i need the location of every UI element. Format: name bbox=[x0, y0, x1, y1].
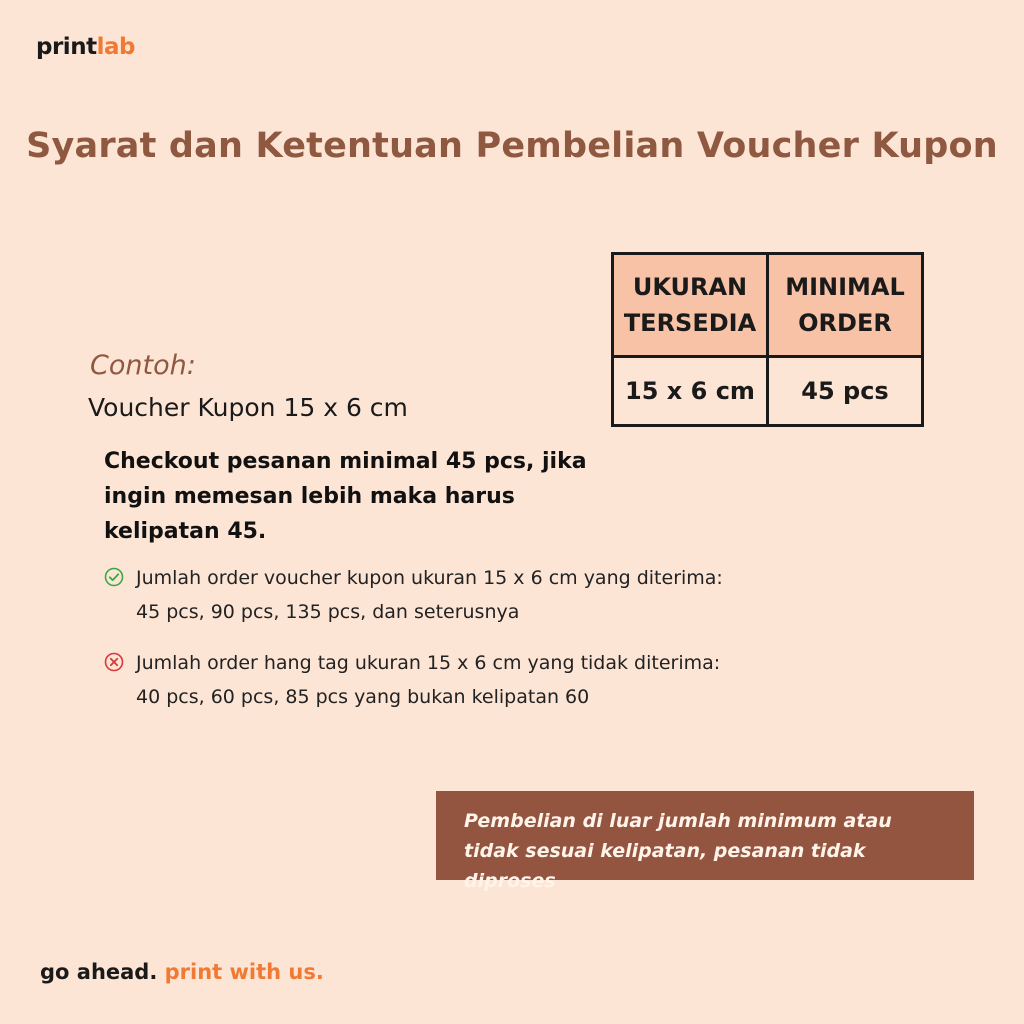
accepted-line-1: Jumlah order voucher kupon ukuran 15 x 6 cm yang diterima: bbox=[136, 567, 723, 589]
tagline-part-1: go ahead. bbox=[40, 960, 158, 984]
rejected-order-item bbox=[104, 646, 836, 714]
logo-text-lab: lab bbox=[96, 34, 135, 60]
page-title: Syarat dan Ketentuan Pembelian Voucher Kupon bbox=[26, 126, 998, 166]
check-circle-icon bbox=[104, 567, 124, 587]
x-circle-icon bbox=[104, 652, 124, 672]
table-header-size: UKURAN TERSEDIA bbox=[613, 254, 768, 357]
size-order-table bbox=[611, 252, 924, 427]
example-label: Contoh: bbox=[90, 350, 196, 381]
rejected-line-1: Jumlah order hang tag ukuran 15 x 6 cm yang tidak diterima: bbox=[136, 652, 721, 674]
table-header-row bbox=[613, 254, 923, 357]
warning-note: Pembelian di luar jumlah minimum atau tidak sesuai kelipatan, pesanan tidak diproses bbox=[436, 791, 974, 880]
tagline bbox=[40, 960, 324, 984]
accepted-order-item bbox=[104, 561, 836, 629]
table-row bbox=[613, 357, 923, 426]
minimum-order-rule: Checkout pesanan minimal 45 pcs, jika ingin memesan lebih maka harus kelipatan 45. bbox=[104, 449, 587, 544]
table-header-min-order: MINIMAL ORDER bbox=[768, 254, 923, 357]
tagline-part-2: print with us. bbox=[164, 960, 324, 984]
logo-text-print: print bbox=[36, 34, 97, 60]
accepted-line-2: 45 pcs, 90 pcs, 135 pcs, dan seterusnya bbox=[136, 601, 520, 623]
example-value: Voucher Kupon 15 x 6 cm bbox=[88, 393, 408, 422]
rejected-line-2: 40 pcs, 60 pcs, 85 pcs yang bukan kelipatan 60 bbox=[136, 686, 590, 708]
table-cell-size: 15 x 6 cm bbox=[613, 357, 768, 426]
brand-logo bbox=[36, 34, 135, 60]
table-cell-min-order: 45 pcs bbox=[768, 357, 923, 426]
